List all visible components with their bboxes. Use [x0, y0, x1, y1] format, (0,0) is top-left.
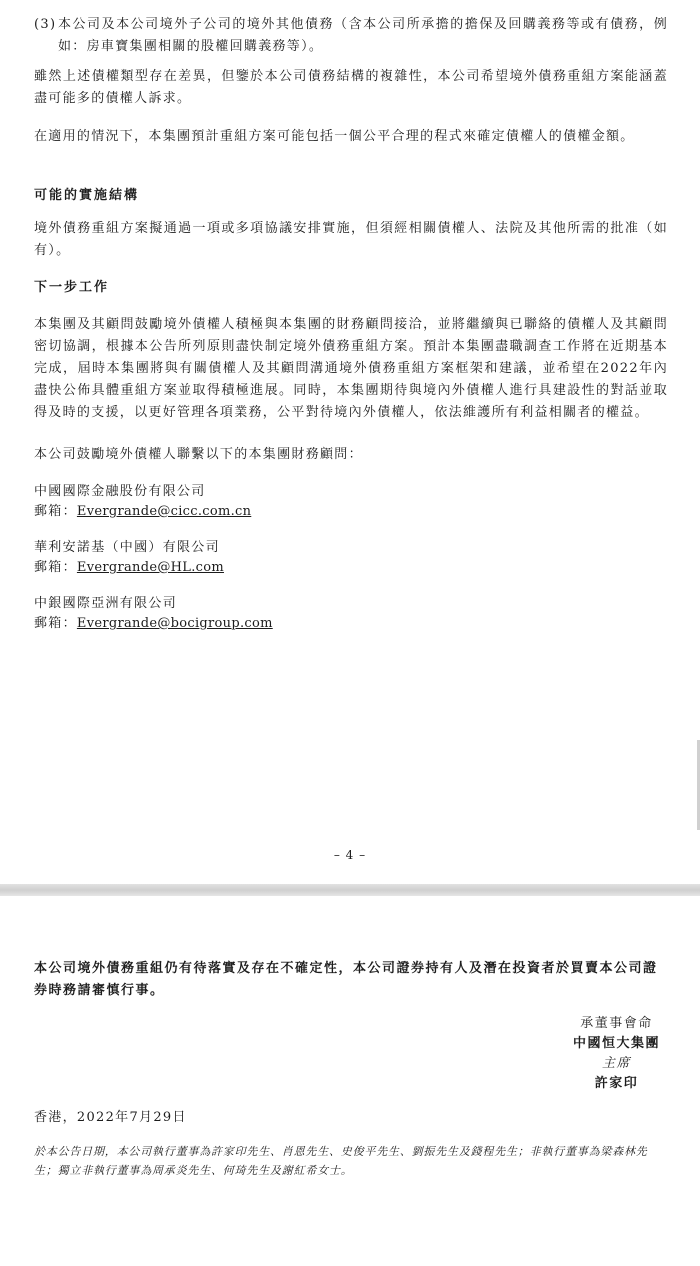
- advisor-boci-asia: [34, 594, 273, 634]
- page-separator: [0, 884, 700, 896]
- list-text: 本公司及本公司境外子公司的境外其他債務（含本公司所承擔的擔保及回購義務等或有債務，例如：房車寶集團相關的股權回購義務等）。: [58, 17, 668, 54]
- heading-implementation-structure: 可能的實施結構: [34, 188, 140, 203]
- email-label: 郵箱：: [34, 560, 77, 575]
- email-label: 郵箱：: [34, 504, 77, 519]
- advisor-name: 中國國際金融股份有限公司: [34, 484, 206, 499]
- paragraph-next-steps: 本集團及其顧問鼓勵境外債權人積極與本集團的財務顧問接洽，並將繼續與已聯絡的債權人及其顧問密切協調，根據本公告所列原則盡快制定境外債務重組方案。預計本集團盡職調查工作將在近期基本完成，屆時本集團將與有關債權人及其顧問溝通境外債務重組方案框架和建議，並希望在2022年內盡快公佈具體重組方案並取得積極進展。同時，本集團期待與境內外債權人進行具建設性的對話並取得及時的支援，以更好管理各項業務，公平對待境內外債權人，依法維護所有利益相關者的權益。: [34, 317, 668, 420]
- company-name: 中國恒大集團: [572, 1036, 660, 1051]
- signature-block: [573, 1014, 660, 1094]
- by-order-of-board: 承董事會命: [580, 1016, 653, 1031]
- email-label: 郵箱：: [34, 616, 77, 631]
- advisor-email-link[interactable]: Evergrande@bocigroup.com: [76, 616, 273, 631]
- advisor-cicc: [34, 482, 251, 522]
- directors-footnote: 於本公告日期，本公司執行董事為許家印先生、肖恩先生、史俊平先生、劉振先生及錢程先生；非執行董事為梁森林先生；獨立非執行董事為周承炎先生、何琦先生及謝紅希女士。: [34, 1145, 648, 1177]
- chairman-name: 許家印: [594, 1076, 639, 1091]
- paragraph-fair-procedure: 在適用的情況下，本集團預計重組方案可能包括一個公平合理的程式來確定債權人的債權金額。: [34, 129, 635, 144]
- list-item-3: [34, 14, 668, 58]
- caution-statement: 本公司境外債務重組仍有待落實及存在不確定性，本公司證券持有人及潛在投資者於買賣本公司證券時務請審慎行事。: [34, 961, 658, 998]
- advisor-name: 華利安諾基（中國）有限公司: [34, 540, 220, 555]
- chairman-title: 主席: [601, 1056, 631, 1071]
- heading-next-steps: 下一步工作: [34, 280, 110, 295]
- document-page-5: [0, 896, 700, 1266]
- announcement-date: 香港，2022年7月29日: [34, 1110, 187, 1125]
- paragraph-implementation: 境外債務重組方案擬通過一項或多項協議安排實施，但須經相關債權人、法院及其他所需的批准（如有）。: [34, 221, 668, 258]
- advisor-name: 中銀國際亞洲有限公司: [34, 596, 178, 611]
- advisor-houlihan-lokey: [34, 538, 224, 578]
- advisor-email-link[interactable]: Evergrande@cicc.com.cn: [76, 504, 252, 519]
- advisor-email-link[interactable]: Evergrande@HL.com: [76, 560, 224, 575]
- paragraph-contact-advisors: 本公司鼓勵境外債權人聯繫以下的本集團財務顧問：: [34, 447, 363, 462]
- page-number: – 4 –: [333, 848, 367, 862]
- list-number: (3): [34, 17, 57, 32]
- paragraph-creditor-claims: 雖然上述債權類型存在差異，但鑒於本公司債務結構的複雜性，本公司希望境外債務重組方案能涵蓋盡可能多的債權人訴求。: [34, 69, 668, 106]
